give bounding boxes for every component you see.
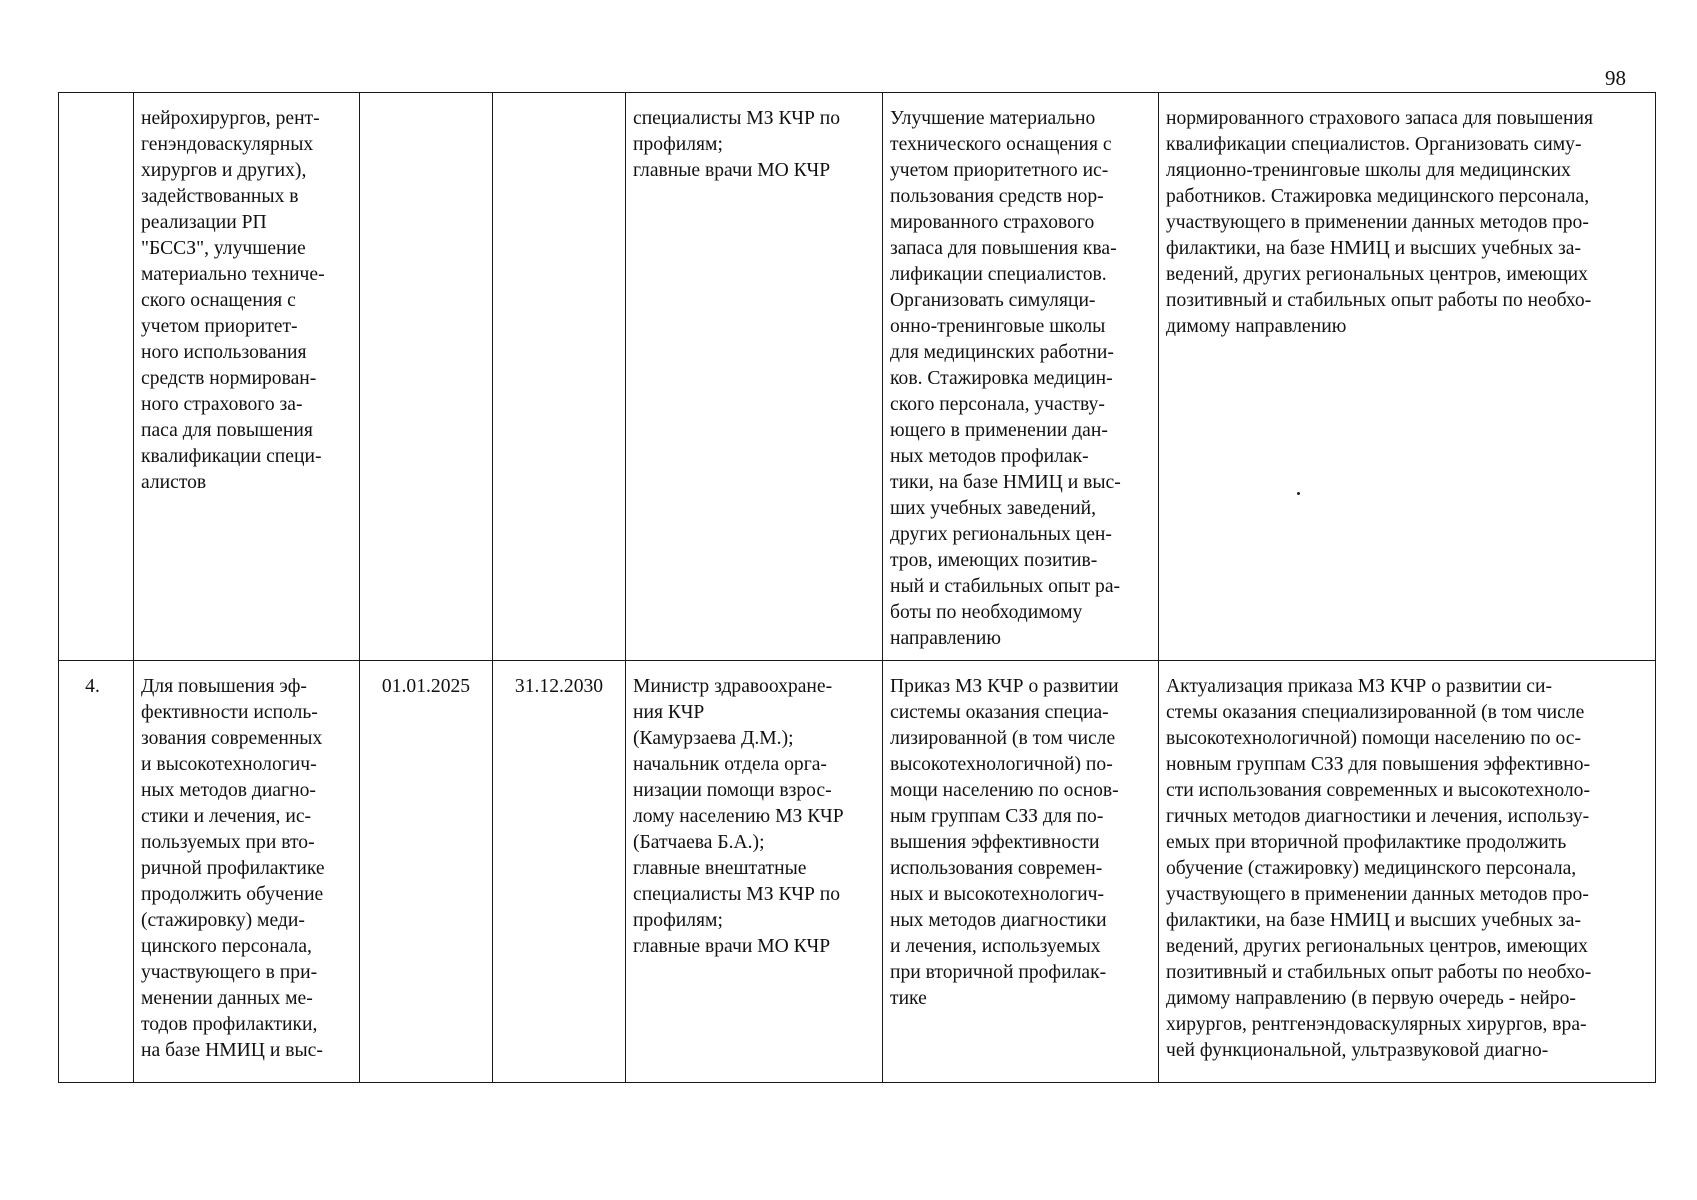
start-date-cell — [360, 93, 493, 661]
start-date-cell: 01.01.2025 — [360, 661, 493, 1083]
activity-cell: Для повышения эф- фективности исполь- зования современных и высокотехнологич- ных методов диагно- стики и лечения, ис- пользуемых при вто- ричной профилактике продолжить обучение (стажировку) меди- цинского персонала, участвующего в при- менении данных ме- тодов профилактики, на базе НМИЦ и выс- — [134, 661, 360, 1083]
table-row — [59, 661, 1656, 1083]
table-row — [59, 93, 1656, 661]
action-plan-table — [58, 92, 1656, 1083]
page-number: 98 — [1605, 66, 1626, 90]
end-date-cell — [493, 93, 626, 661]
scan-speck — [1297, 492, 1300, 495]
result-cell: Приказ МЗ КЧР о развитии системы оказания специа- лизированной (в том числе высокотехнологичной) по- мощи населению по основ- ным группам СЗЗ для по- вышения эффективности использования современ- ных и высокотехнологич- ных методов диагностики и лечения, используемых при вторичной профилак- тике — [883, 661, 1159, 1083]
description-cell: Актуализация приказа МЗ КЧР о развитии си- стемы оказания специализированной (в том числе высокотехнологичной) помощи населению по ос- новным группам СЗЗ для повышения эффективно- сти использования современных и высокотехноло- гичных методов диагностики и лечения, использу- емых при вторичной профилактике продолжить обучение (стажировку) медицинского персонала, участвующего в применении данных методов про- филактики, на базе НМИЦ и высших учебных за- ведений, других региональных центров, имеющих позитивный и стабильных опыт работы по необхо- димому направлению (в первую очередь - нейро- хирургов, рентгенэндоваскулярных хирургов, вра- чей функциональной, ультразвуковой диагно- — [1159, 661, 1656, 1083]
result-cell: Улучшение материально технического оснащения с учетом приоритетного ис- пользования средств нор- мированного страхового запаса для повышения ква- лификации специалистов. Организовать симуляци- онно-тренинговые школы для медицинских работни- ков. Стажировка медицин- ского персонала, участву- ющего в применении дан- ных методов профилак- тики, на базе НМИЦ и выс- ших учебных заведений, других региональных цен- тров, имеющих позитив- ный и стабильных опыт ра- боты по необходимому направлению — [883, 93, 1159, 661]
row-number-cell: 4. — [59, 661, 134, 1083]
end-date-cell: 31.12.2030 — [493, 661, 626, 1083]
row-number-cell — [59, 93, 134, 661]
responsible-cell: специалисты МЗ КЧР по профилям; главные врачи МО КЧР — [626, 93, 883, 661]
activity-cell: нейрохирургов, рент- генэндоваскулярных хирургов и других), задействованных в реализации РП "БССЗ", улучшение материально техниче- ского оснащения с учетом приоритет- ного использования средств нормирован- ного страхового за- паса для повышения квалификации специ- алистов — [134, 93, 360, 661]
description-cell: нормированного страхового запаса для повышения квалификации специалистов. Организовать симу- ляционно-тренинговые школы для медицинских работников. Стажировка медицинского персонала, участвующего в применении данных методов про- филактики, на базе НМИЦ и высших учебных за- ведений, других региональных центров, имеющих позитивный и стабильных опыт работы по необхо- димому направлению — [1159, 93, 1656, 661]
responsible-cell: Министр здравоохране- ния КЧР (Камурзаева Д.М.); начальник отдела орга- низации помощи взрос- лому населению МЗ КЧР (Батчаева Б.А.); главные внештатные специалисты МЗ КЧР по профилям; главные врачи МО КЧР — [626, 661, 883, 1083]
